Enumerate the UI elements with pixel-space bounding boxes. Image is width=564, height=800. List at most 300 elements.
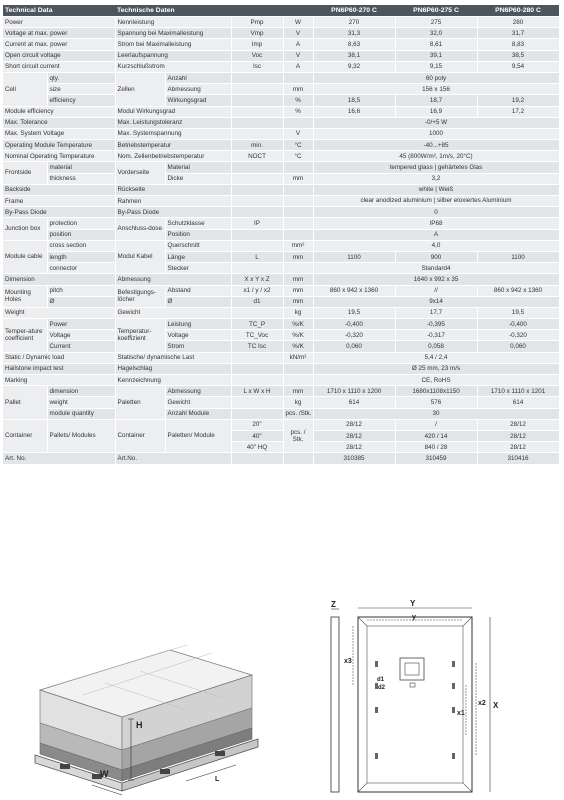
table-cell: 614 — [313, 397, 395, 408]
table-cell: mm — [283, 296, 313, 307]
table-cell: Leistung — [165, 319, 231, 330]
table-cell: 40" — [231, 430, 283, 441]
table-cell — [283, 363, 313, 374]
table-row — [3, 106, 559, 117]
table-cell: mm — [283, 173, 313, 184]
table-cell: // — [395, 285, 477, 296]
table-cell: 60 poly — [313, 72, 559, 83]
table-row — [3, 39, 559, 50]
table-cell: Spannung bei Maximalleistung — [115, 28, 231, 39]
table-cell: Container — [3, 419, 47, 453]
table-cell — [231, 207, 283, 218]
table-row — [3, 285, 559, 296]
table-row — [3, 84, 559, 95]
module-drawing — [331, 599, 499, 792]
module-label-x: X — [493, 701, 499, 710]
table-cell — [231, 375, 283, 386]
table-row — [3, 251, 559, 262]
table-cell: Ø — [165, 296, 231, 307]
table-cell: Nom. Zellenbetriebstemperatur — [115, 151, 231, 162]
table-cell: Voltage at max. power — [3, 28, 115, 39]
table-cell: 420 / 14 — [395, 430, 477, 441]
table-cell: 310416 — [477, 453, 559, 464]
table-cell: Anzahl — [165, 72, 231, 83]
table-cell: By-Pass Diode — [3, 207, 115, 218]
table-cell: 1710 x 1110 x 1201 — [477, 386, 559, 397]
table-cell — [283, 453, 313, 464]
table-cell: 0 — [313, 207, 559, 218]
table-cell — [231, 453, 283, 464]
table-cell: Module cable — [3, 240, 47, 274]
table-cell: 9x14 — [313, 296, 559, 307]
table-cell: Hailstone impact test — [3, 363, 115, 374]
table-cell: -40...+85 — [313, 140, 559, 151]
module-label-d1: d1 — [377, 677, 385, 683]
table-cell: 1100 — [477, 251, 559, 262]
table-row — [3, 151, 559, 162]
table-row — [3, 386, 559, 397]
table-row — [3, 453, 559, 464]
table-cell: °C — [283, 151, 313, 162]
table-cell: mm² — [283, 240, 313, 251]
table-cell: 8,63 — [313, 39, 395, 50]
table-cell: pitch — [47, 285, 115, 296]
table-cell: mm — [283, 274, 313, 285]
table-cell: 0,060 — [313, 341, 395, 352]
table-cell: 280 — [477, 17, 559, 28]
table-cell: Betriebstemperatur — [115, 140, 231, 151]
table-cell — [231, 229, 283, 240]
table-cell: %/K — [283, 319, 313, 330]
table-cell: protection — [47, 218, 115, 229]
table-row — [3, 363, 559, 374]
table-cell — [283, 184, 313, 195]
table-cell: efficiency — [47, 95, 115, 106]
table-row — [3, 95, 559, 106]
table-cell — [283, 117, 313, 128]
table-row — [3, 28, 559, 39]
table-cell: 1680x1108x1150 — [395, 386, 477, 397]
table-cell: Power — [47, 319, 115, 330]
table-cell: 5,4 / 2,4 — [313, 352, 559, 363]
table-cell: 156 x 156 — [313, 84, 559, 95]
table-cell: A — [283, 39, 313, 50]
table-cell — [283, 375, 313, 386]
table-cell: kg — [283, 307, 313, 318]
module-label-x2: x2 — [478, 700, 486, 707]
table-cell: d1 — [231, 296, 283, 307]
table-cell: TC_P — [231, 319, 283, 330]
table-cell: Standard4 — [313, 263, 559, 274]
table-cell: By-Pass Diode — [115, 207, 231, 218]
table-cell: Paletten — [115, 386, 165, 420]
table-cell: Frontside — [3, 162, 47, 184]
table-cell: 30 — [313, 408, 559, 419]
table-cell: cross section — [47, 240, 115, 251]
table-cell: 28/12 — [477, 442, 559, 453]
table-cell — [283, 196, 313, 207]
table-cell: 40" HQ — [231, 442, 283, 453]
table-cell: 19,5 — [477, 307, 559, 318]
table-cell: 840 / 28 — [395, 442, 477, 453]
table-cell: Ø — [47, 296, 115, 307]
table-cell: V — [283, 28, 313, 39]
table-cell: 28/12 — [477, 430, 559, 441]
table-row — [3, 408, 559, 419]
table-cell: Frame — [3, 196, 115, 207]
table-cell — [231, 84, 283, 95]
table-cell — [231, 184, 283, 195]
table-cell: Material — [165, 162, 231, 173]
header-symbol — [231, 5, 283, 17]
table-cell: Marking — [3, 375, 115, 386]
table-cell: Voltage — [165, 330, 231, 341]
table-cell — [283, 162, 313, 173]
table-cell: / — [395, 419, 477, 430]
table-cell: 1000 — [313, 128, 559, 139]
table-cell: pcs. /Stk. — [283, 408, 313, 419]
table-cell: 20" — [231, 419, 283, 430]
table-cell: Anschluss-dose — [115, 218, 165, 240]
table-cell: Dicke — [165, 173, 231, 184]
table-cell: 1100 — [313, 251, 395, 262]
table-cell: 0,060 — [477, 341, 559, 352]
table-cell — [231, 162, 283, 173]
table-cell — [283, 263, 313, 274]
table-cell: Zellen — [115, 72, 165, 106]
table-cell: 9,54 — [477, 61, 559, 72]
table-cell: 614 — [477, 397, 559, 408]
table-cell: thickness — [47, 173, 115, 184]
table-cell: Paletten/ Module — [165, 419, 231, 453]
table-cell: Stecker — [165, 263, 231, 274]
table-cell: Container — [115, 419, 165, 453]
table-cell: 0,058 — [395, 341, 477, 352]
header-model-275: PN6P60-275 C — [395, 5, 477, 17]
module-label-y-inner: y — [412, 614, 416, 621]
table-row — [3, 72, 559, 83]
table-cell: Ø 25 mm, 23 m/s — [313, 363, 559, 374]
table-cell: % — [283, 106, 313, 117]
table-cell: Statische/ dynamische Last — [115, 352, 231, 363]
table-cell: Gewicht — [165, 397, 231, 408]
table-cell: IP — [231, 218, 283, 229]
table-cell: Strom bei Maximalleistung — [115, 39, 231, 50]
table-cell: 9,32 — [313, 61, 395, 72]
table-cell — [231, 352, 283, 363]
pallet-label-w: W — [100, 769, 109, 779]
table-cell: A — [283, 61, 313, 72]
table-cell: 275 — [395, 17, 477, 28]
table-row — [3, 352, 559, 363]
table-cell — [231, 307, 283, 318]
table-cell: Abstand — [165, 285, 231, 296]
table-row — [3, 274, 559, 285]
table-row — [3, 319, 559, 330]
table-cell: 8,61 — [395, 39, 477, 50]
table-cell: Max. Systemspannung — [115, 128, 231, 139]
module-label-x1: x1 — [457, 710, 465, 717]
table-cell: Hagelschlag — [115, 363, 231, 374]
table-cell: V — [283, 50, 313, 61]
table-cell: 270 — [313, 17, 395, 28]
table-cell: 900 — [395, 251, 477, 262]
table-row — [3, 296, 559, 307]
table-cell: Current — [47, 341, 115, 352]
table-cell: Module efficiency — [3, 106, 115, 117]
table-cell: 18,7 — [395, 95, 477, 106]
table-row — [3, 375, 559, 386]
table-cell: Gewicht — [115, 307, 231, 318]
table-row — [3, 61, 559, 72]
table-row — [3, 341, 559, 352]
table-cell — [231, 72, 283, 83]
table-cell: kN/m² — [283, 352, 313, 363]
table-cell: 310459 — [395, 453, 477, 464]
table-cell: Dimension — [3, 274, 115, 285]
table-row — [3, 162, 559, 173]
table-cell: 3,2 — [313, 173, 559, 184]
table-cell: 38,5 — [477, 50, 559, 61]
table-cell: Abmessung — [165, 84, 231, 95]
table-cell — [231, 240, 283, 251]
table-row — [3, 330, 559, 341]
table-cell: mm — [283, 386, 313, 397]
table-cell: -0,395 — [395, 319, 477, 330]
table-cell: Nennleistung — [115, 17, 231, 28]
table-cell — [231, 263, 283, 274]
table-cell: -0/+5 W — [313, 117, 559, 128]
header-model-270: PN6P60-270 C — [313, 5, 395, 17]
table-cell: Voc — [231, 50, 283, 61]
table-cell: Cell — [3, 72, 47, 106]
table-cell: Static / Dynamic load — [3, 352, 115, 363]
table-cell: mm — [283, 285, 313, 296]
table-cell: Imp — [231, 39, 283, 50]
table-cell: Junction box — [3, 218, 47, 240]
table-cell: Max. System Voltage — [3, 128, 115, 139]
table-cell: Leerlaufspannung — [115, 50, 231, 61]
table-cell: CE, RoHS — [313, 375, 559, 386]
table-cell: 28/12 — [477, 419, 559, 430]
table-cell — [283, 207, 313, 218]
table-cell: Pallets/ Modules — [47, 419, 115, 453]
table-cell: °C — [283, 140, 313, 151]
table-row — [3, 218, 559, 229]
table-cell: qty. — [47, 72, 115, 83]
header-technical-data: Technical Data — [3, 5, 115, 17]
table-cell: 9,15 — [395, 61, 477, 72]
table-cell: Anzahl Module — [165, 408, 231, 419]
table-cell: Abmessung — [165, 386, 231, 397]
module-label-d2: d2 — [378, 685, 386, 691]
spec-rows — [3, 17, 559, 465]
table-cell: Rückseite — [115, 184, 231, 195]
header-unit — [283, 5, 313, 17]
table-cell: 19,5 — [313, 307, 395, 318]
table-cell: Rahmen — [115, 196, 231, 207]
table-cell: x1 / y / x2 — [231, 285, 283, 296]
table-cell: mm — [283, 251, 313, 262]
table-row — [3, 173, 559, 184]
table-row — [3, 184, 559, 195]
table-cell — [283, 229, 313, 240]
table-cell: 310385 — [313, 453, 395, 464]
technical-data-table — [3, 5, 560, 465]
table-cell: 860 x 942 x 1360 — [477, 285, 559, 296]
table-cell: Befestigungs-löcher — [115, 285, 165, 307]
table-cell: Open circuit voltage — [3, 50, 115, 61]
table-cell: Kennzeichnung — [115, 375, 231, 386]
table-cell: 16,9 — [395, 106, 477, 117]
table-cell: 28/12 — [313, 442, 395, 453]
table-cell: 17,2 — [477, 106, 559, 117]
table-cell: Temperatur-koeffizient — [115, 319, 165, 353]
table-cell: position — [47, 229, 115, 240]
table-cell: 38,1 — [313, 50, 395, 61]
table-cell: white | Weiß — [313, 184, 559, 195]
table-cell: Kurzschlußstrom — [115, 61, 231, 72]
table-cell: 576 — [395, 397, 477, 408]
table-cell: 1710 x 1110 x 1200 — [313, 386, 395, 397]
table-cell: Short circuit current — [3, 61, 115, 72]
table-cell — [231, 196, 283, 207]
table-cell: 19,2 — [477, 95, 559, 106]
table-cell: connector — [47, 263, 115, 274]
table-cell: 31,3 — [313, 28, 395, 39]
table-cell: 16,6 — [313, 106, 395, 117]
table-cell: -0,317 — [395, 330, 477, 341]
table-row — [3, 140, 559, 151]
table-cell: Strom — [165, 341, 231, 352]
table-cell: Max. Leistungstoleranz — [115, 117, 231, 128]
table-cell: 17,7 — [395, 307, 477, 318]
pallet-label-h: H — [136, 720, 143, 730]
table-cell: pcs. / Stk. — [283, 419, 313, 453]
table-cell: min. — [231, 140, 283, 151]
header-technische-daten: Technische Daten — [115, 5, 231, 17]
module-label-y-outer: Y — [410, 599, 416, 608]
table-cell: -0,320 — [313, 330, 395, 341]
module-label-x3: x3 — [344, 658, 352, 665]
table-cell: Vmp — [231, 28, 283, 39]
table-cell: 8,83 — [477, 39, 559, 50]
pallet-drawing — [35, 645, 258, 795]
table-row — [3, 229, 559, 240]
module-label-z: Z — [331, 600, 336, 609]
table-cell: % — [283, 95, 313, 106]
table-cell: %/K — [283, 341, 313, 352]
table-cell: Current at max. power — [3, 39, 115, 50]
table-cell: Power — [3, 17, 115, 28]
table-cell: weight — [47, 397, 115, 408]
table-cell: Vorderseite — [115, 162, 165, 184]
table-cell: Temper-ature coefficient — [3, 319, 47, 353]
drawings-area — [0, 595, 564, 800]
table-cell: 31,7 — [477, 28, 559, 39]
table-cell: -0,320 — [477, 330, 559, 341]
table-cell — [231, 408, 283, 419]
table-cell: Backside — [3, 184, 115, 195]
table-cell: W — [283, 17, 313, 28]
table-cell: mm — [283, 84, 313, 95]
table-cell: Nominal Operating Temperature — [3, 151, 115, 162]
table-cell: NOCT — [231, 151, 283, 162]
table-row — [3, 263, 559, 274]
table-cell: Modul Kabel — [115, 240, 165, 274]
table-row — [3, 50, 559, 61]
table-cell: Abmessung — [115, 274, 231, 285]
table-cell: material — [47, 162, 115, 173]
table-cell — [231, 106, 283, 117]
table-cell: -0,400 — [477, 319, 559, 330]
table-cell: IP68 — [313, 218, 559, 229]
table-cell: 45 (800W/m², 1m/s, 20°C) — [313, 151, 559, 162]
table-cell: 32,0 — [395, 28, 477, 39]
table-cell: Wirkungsgrad — [165, 95, 231, 106]
table-cell — [283, 218, 313, 229]
table-row — [3, 419, 559, 430]
table-cell: Schutzklasse — [165, 218, 231, 229]
table-cell: module quantity — [47, 408, 115, 419]
table-cell: TC_Voc — [231, 330, 283, 341]
table-row — [3, 196, 559, 207]
table-cell — [231, 128, 283, 139]
table-cell: Länge — [165, 251, 231, 262]
table-cell: kg — [283, 397, 313, 408]
table-row — [3, 307, 559, 318]
table-cell: L x W x H — [231, 386, 283, 397]
header-model-280: PN6P60-280 C — [477, 5, 559, 17]
table-header-row — [3, 5, 559, 17]
table-cell: Pmp — [231, 17, 283, 28]
table-cell: X x Y x Z — [231, 274, 283, 285]
table-row — [3, 207, 559, 218]
table-cell: Position — [165, 229, 231, 240]
table-cell: 1640 x 992 x 35 — [313, 274, 559, 285]
table-cell: A — [313, 229, 559, 240]
table-cell — [283, 72, 313, 83]
table-cell: Voltage — [47, 330, 115, 341]
table-cell: 4,0 — [313, 240, 559, 251]
table-cell: Weight — [3, 307, 115, 318]
table-cell: tempered glass | gehärtetes Glas — [313, 162, 559, 173]
table-cell: dimension — [47, 386, 115, 397]
table-cell: Modul Wirkungsgrad — [115, 106, 231, 117]
table-row — [3, 117, 559, 128]
table-cell: Isc — [231, 61, 283, 72]
table-cell: Art.No. — [115, 453, 231, 464]
table-cell: Max. Tolerance — [3, 117, 115, 128]
table-row — [3, 128, 559, 139]
table-cell: size — [47, 84, 115, 95]
table-cell: TC Isc — [231, 341, 283, 352]
table-cell: V — [283, 128, 313, 139]
table-cell: Querschnitt — [165, 240, 231, 251]
table-cell: L — [231, 251, 283, 262]
table-cell — [231, 173, 283, 184]
table-cell: Pallet — [3, 386, 47, 420]
table-row — [3, 240, 559, 251]
table-cell: 39,1 — [395, 50, 477, 61]
table-cell — [231, 95, 283, 106]
table-row — [3, 17, 559, 28]
table-cell: 28/12 — [313, 419, 395, 430]
table-cell: -0,400 — [313, 319, 395, 330]
table-cell: 18,5 — [313, 95, 395, 106]
table-cell — [231, 363, 283, 374]
table-cell: Mounting Holes — [3, 285, 47, 307]
